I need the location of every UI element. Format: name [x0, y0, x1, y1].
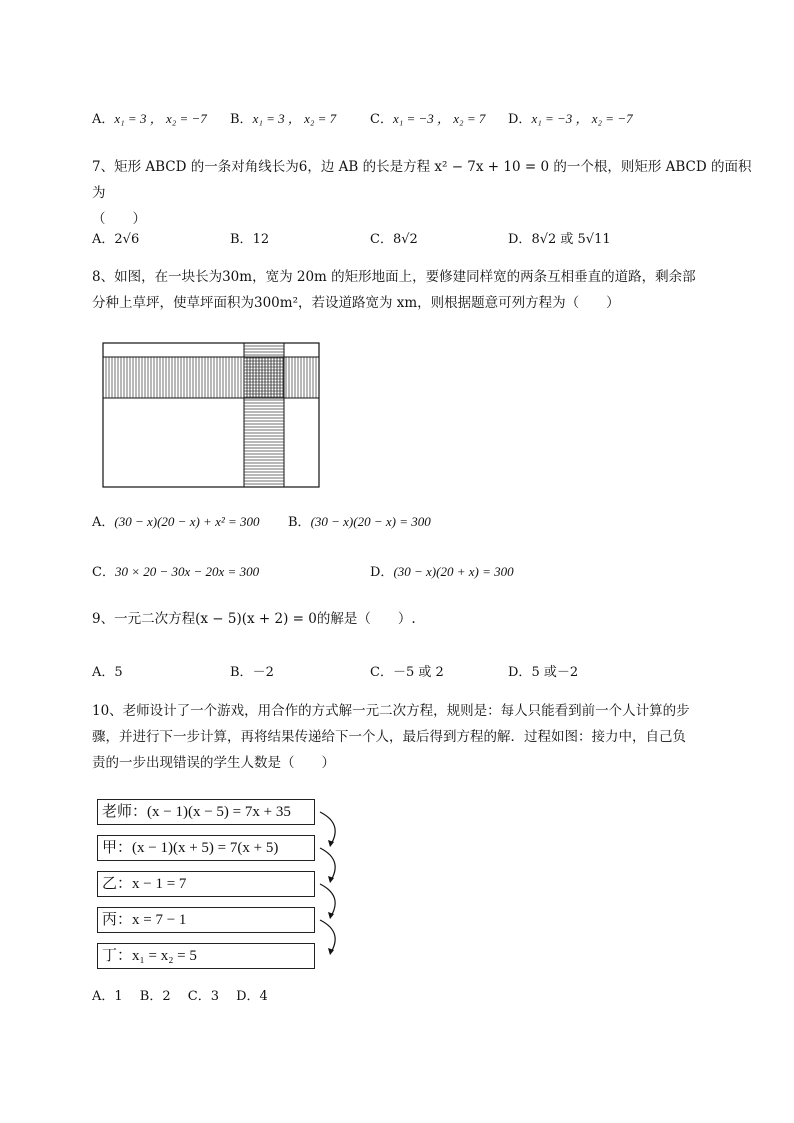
- chain-step-teacher: 老师：(x − 1)(x − 5) = 7x + 35: [97, 799, 315, 825]
- arrow-icon: [320, 920, 335, 954]
- q9-stem-line1: 9、一元二次方程(x − 5)(x + 2) = 0的解是（ ）.: [92, 611, 416, 627]
- q6-option-c: C．x₁ = −3 ， x₂ = 7: [370, 111, 486, 127]
- q9-stem: [92, 606, 752, 632]
- q8-stem-line2: 分种上草坪，使草坪面积为300m²，若设道路宽为 xm，则根据题意可列方程为（ ）: [92, 295, 620, 311]
- q10-stem: [92, 698, 752, 776]
- q9-option-d: D．5 或－2: [508, 665, 579, 680]
- q10-options: A．1 B．2 C．3 D．4: [92, 989, 268, 1004]
- q8-road-figure: [102, 342, 322, 490]
- q6-option-d: D．x₁ = −3 ， x₂ = −7: [508, 111, 633, 127]
- q6-option-b: B．x₁ = 3 ， x₂ = 7: [230, 111, 337, 127]
- chain-step-bing: 丙：x = 7 − 1: [97, 907, 315, 933]
- q9-option-c: C．－5 或 2: [370, 665, 444, 680]
- q8-option-d: D．(30 − x)(20 + x) = 300: [370, 564, 514, 580]
- q7-option-a: A．2√6: [92, 232, 140, 247]
- arrow-icon: [320, 812, 335, 846]
- q7-stem-line2: （ ）: [92, 211, 146, 227]
- horizontal-road: [103, 357, 319, 398]
- q7-stem: [92, 154, 752, 232]
- q8-stem: [92, 264, 752, 316]
- q6-option-a: A．x₁ = 3 ， x₂ = −7: [92, 111, 207, 127]
- q8-option-a: A．(30 − x)(20 − x) + x² = 300: [92, 514, 260, 530]
- q7-option-b: B．12: [230, 232, 270, 247]
- q9-option-b: B．－2: [230, 665, 274, 680]
- q10-stem-line3: 责的一步出现错误的学生人数是（ ）: [92, 755, 335, 771]
- q10-stem-line1: 10、老师设计了一个游戏，用合作的方式解一元二次方程，规则是：每人只能看到前一个人计算的步: [92, 703, 690, 719]
- chain-step-ding: 丁：x₁ = x₂ = 5: [97, 943, 315, 969]
- chain-step-yi: 乙：x − 1 = 7: [97, 871, 315, 897]
- q9-option-a: A．5: [92, 665, 123, 680]
- arrow-icon: [320, 848, 335, 882]
- q10-stem-line2: 骤，并进行下一步计算，再将结果传递给下一个人，最后得到方程的解．过程如图：接力中，自己负: [92, 729, 686, 745]
- chain-arrows: [316, 800, 356, 970]
- arrow-icon: [320, 884, 335, 918]
- chain-step-jia: 甲：(x − 1)(x + 5) = 7(x + 5): [97, 835, 315, 861]
- q8-stem-line1: 8、如图，在一块长为30m，宽为 20m 的矩形地面上，要修建同样宽的两条互相垂直的道路，剩余部: [92, 269, 696, 285]
- q7-option-c: C．8√2: [370, 232, 418, 247]
- q7-option-d: D．8√2 或 5√11: [508, 232, 611, 247]
- q7-stem-line1: 7、矩形 ABCD 的一条对角线长为6，边 AB 的长是方程 x² − 7x + 10 = 0 的一个根，则矩形 ABCD 的面积为: [92, 159, 752, 201]
- q8-option-c: C．30 × 20 − 30x − 20x = 300: [92, 564, 260, 580]
- q8-option-b: B．(30 − x)(20 − x) = 300: [288, 514, 431, 530]
